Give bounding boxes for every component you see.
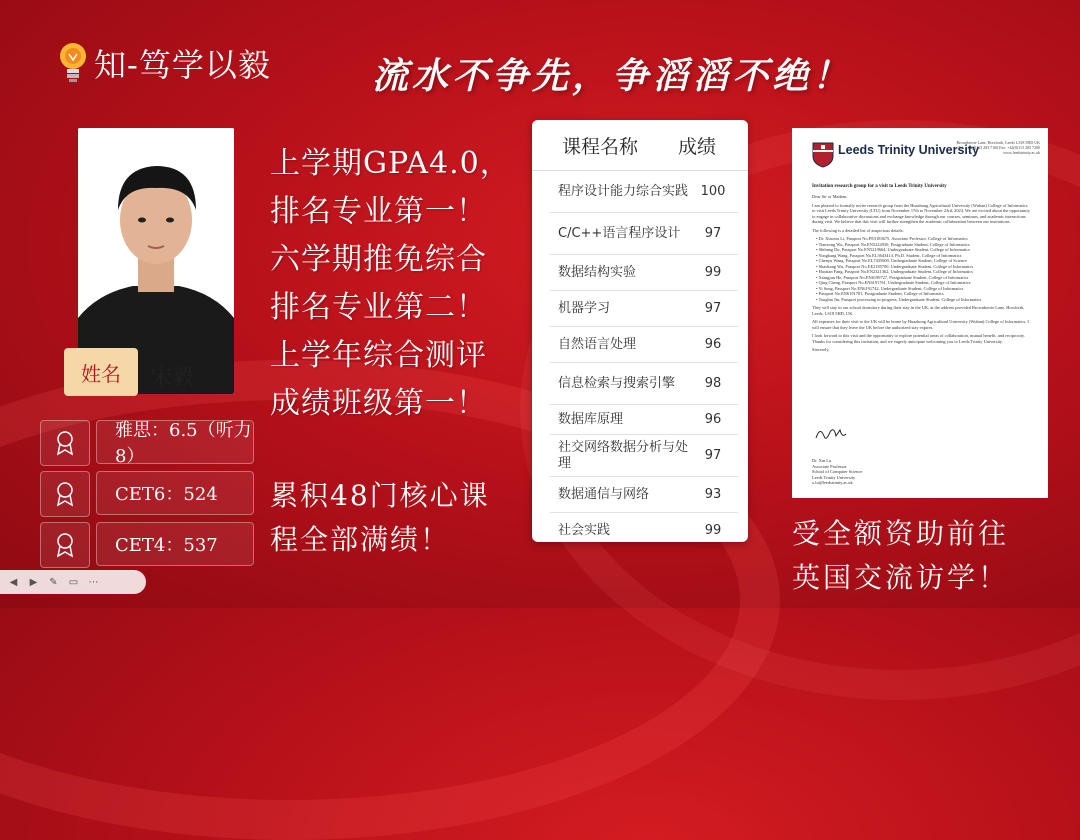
prev-icon[interactable]: ◀ bbox=[9, 576, 18, 588]
achievement-line: 上学年综合测评 bbox=[270, 338, 487, 373]
course-name: 数据通信与网络 bbox=[558, 486, 650, 502]
member-item: • Xiangjun He, Passport No.EN6199727, Postgraduate Student, College of Informatics bbox=[816, 275, 1030, 281]
letter-paragraph: All expenses for their visit to the UK will be borne by Huazhong Agricultural University (Wuhan) College of Informatics. I will ensure that they leave the UK before the authorized stay expires. bbox=[812, 319, 1029, 330]
signer-line: Leeds Trinity University bbox=[812, 474, 856, 480]
credit-row-ielts bbox=[40, 420, 254, 466]
signer-line: Dr. Xin Lu bbox=[812, 458, 832, 463]
grades-table bbox=[532, 120, 748, 542]
member-item: • Tonghai Jin, Passport processing in progress, Undergraduate Student, College of Informatics bbox=[816, 297, 1030, 303]
course-name: 程序设计能力综合实践 bbox=[558, 183, 689, 199]
letter-paragraph: I am pleased to formally invite research group from the Huazhong Agricultural University (Wuhan) College of Informatics to visit Leeds Trinity University (LTU) from November 17th to November 23rd, 2024. We are excited about the opportunity to engage in collaborative discussions and exchange knowledge through our courses, seminars, and academic interactions during visit. We believe that this visit will further strengthen the academic collaboration between our institutions. bbox=[812, 202, 1030, 224]
course-score: 98 bbox=[704, 376, 722, 391]
table-row bbox=[550, 171, 738, 213]
credit-label: CET6：524 bbox=[96, 471, 254, 515]
course-score: 99 bbox=[704, 523, 722, 538]
course-score: 100 bbox=[700, 184, 726, 199]
medal-icon bbox=[40, 420, 90, 466]
university-name: Leeds Trinity University bbox=[838, 143, 980, 157]
table-row bbox=[550, 513, 738, 542]
header-grade: 成绩 bbox=[677, 135, 716, 158]
core-line: 程全部满绩！ bbox=[270, 523, 451, 556]
signer-block bbox=[812, 458, 862, 486]
table-row bbox=[550, 435, 738, 477]
core-line: 累积48门核心课 bbox=[270, 479, 490, 512]
pen-icon[interactable]: ✎ bbox=[49, 576, 58, 588]
course-name: 信息检索与搜索引擎 bbox=[558, 375, 676, 391]
member-list bbox=[816, 236, 1030, 302]
header bbox=[58, 40, 271, 86]
core-courses-text bbox=[270, 474, 490, 562]
member-item: • Dr. Xiaoxia Li, Passport No.PE3183675, Associate Professor, College of Informatics bbox=[816, 236, 1030, 242]
achievement-line: 成绩班级第一！ bbox=[270, 386, 487, 421]
table-row bbox=[550, 327, 738, 363]
funded-line: 受全额资助前往 bbox=[792, 517, 1010, 550]
letter-paragraph: They will stay in our school dormitory during their stay in the UK, at the address provided Brownberrie Lane, Horsforth, Leeds, LS18 5HD, UK. bbox=[812, 305, 1025, 316]
member-item: • Shihang Du, Passport No.EN5219664, Undergraduate Student, College of Informatics bbox=[816, 247, 1030, 253]
achievement-line: 六学期推免综合 bbox=[270, 242, 487, 277]
achievements bbox=[270, 140, 511, 428]
course-score: 97 bbox=[704, 226, 722, 241]
signer-line: x.lu@leedstrinity.ac.uk bbox=[812, 480, 853, 485]
member-item: • Chenyu Wang, Passport No.EL7435600, Undergraduate Student, College of Science bbox=[816, 258, 1030, 264]
member-item: • Yi Song, Passport No.EN6191742, Undergraduate Student, College of Informatics bbox=[816, 286, 1030, 292]
table-header bbox=[532, 120, 748, 171]
course-score: 96 bbox=[704, 412, 722, 427]
credit-label: 雅思：6.5（听力8） bbox=[96, 420, 254, 464]
table-body bbox=[532, 171, 748, 542]
lightbulb-icon bbox=[58, 41, 88, 85]
course-name: 自然语言处理 bbox=[558, 336, 637, 352]
presentation-toolbar bbox=[0, 570, 146, 594]
credit-row-cet4 bbox=[40, 522, 254, 568]
course-name: 机器学习 bbox=[558, 300, 611, 316]
signature bbox=[812, 424, 872, 444]
letter-closing: Sincerely, bbox=[812, 347, 830, 352]
slogan: 流水不争先，争滔滔不绝！ bbox=[372, 55, 853, 97]
achievement-line: 排名专业第二！ bbox=[270, 290, 487, 325]
signer-line: School of Computer Science bbox=[812, 469, 863, 474]
course-score: 97 bbox=[704, 301, 722, 316]
member-item: • Passport No.EN6191781, Postgraduate Student, College of Informatics bbox=[816, 291, 1030, 297]
university-crest-icon bbox=[812, 142, 834, 168]
letter-paragraph: I look forward to this visit and the opportunity to explore potential areas of collaboration, mutual benefit, and reciprocity. Thanks for considering this invitation, and we eagerly anticipate welcoming you to Leeds Trinity University. bbox=[812, 333, 1025, 344]
course-score: 97 bbox=[704, 448, 722, 463]
table-row bbox=[550, 255, 738, 291]
more-icon[interactable]: ⋯ bbox=[88, 576, 99, 588]
course-score: 99 bbox=[704, 265, 722, 280]
medal-icon bbox=[40, 522, 90, 568]
course-score: 93 bbox=[704, 487, 722, 502]
course-name: 社会实践 bbox=[558, 522, 611, 538]
next-icon[interactable]: ▶ bbox=[29, 576, 38, 588]
table-row bbox=[550, 213, 738, 255]
letter-address: Brownberrie Lane, Horsforth, Leeds LS18 5HD UK Tel: +44(0)113 283 7100 Fax: +44(0)113 283 7200 www.leedstrinity.ac.uk bbox=[956, 140, 1040, 155]
header-course: 课程名称 bbox=[562, 135, 639, 158]
course-name: 数据结构实验 bbox=[558, 264, 637, 280]
course-name: C/C++语言程序设计 bbox=[558, 225, 681, 241]
table-row bbox=[550, 405, 738, 435]
funded-line: 英国交流访学！ bbox=[792, 561, 1010, 594]
medal-icon bbox=[40, 471, 90, 517]
achievement-line: 排名专业第一！ bbox=[270, 194, 487, 229]
table-row bbox=[550, 477, 738, 513]
funded-text bbox=[792, 512, 1009, 600]
page-title: 知-笃学以毅 bbox=[94, 46, 271, 84]
member-item: • Shaokang Wu, Passport No.EE2185700, Undergraduate Student, College of Informatics bbox=[816, 264, 1030, 270]
course-name: 数据库原理 bbox=[558, 411, 624, 427]
table-row bbox=[550, 291, 738, 327]
letter-body bbox=[812, 194, 1030, 356]
credit-row-cet6 bbox=[40, 471, 254, 517]
signer-line: Associate Professor bbox=[812, 463, 847, 469]
table-row bbox=[550, 363, 738, 405]
course-name: 社交网络数据分析与处理 bbox=[558, 439, 689, 471]
achievement-line: 上学期GPA4.0， bbox=[270, 146, 511, 181]
member-item: • Tianxong Wu, Passport No.EN5224930, Postgraduate Student, College of Informatics bbox=[816, 242, 1030, 248]
invitation-letter bbox=[792, 128, 1048, 498]
member-item: • Yongkang Wang, Passport No.EL5643414, Ph.D. Student, College of Informatics bbox=[816, 253, 1030, 259]
letter-title: Invitation research group for a visit to Leeds Trinity University bbox=[812, 184, 947, 189]
camera-icon[interactable]: ▭ bbox=[68, 576, 79, 588]
member-item: • Haotian Fang, Passport No.EN2321362, Undergraduate Student, College of Informatics bbox=[816, 269, 1030, 275]
name-label: 姓名 bbox=[64, 348, 138, 396]
letter-paragraph: The following is a detailed list of auspicious details: bbox=[812, 227, 904, 233]
course-score: 96 bbox=[704, 337, 722, 352]
member-item: • Qing Cheng, Passport No.EN6191761, Undergraduate Student, College of Informatics bbox=[816, 280, 1030, 286]
letter-salutation: Dear Sir or Madam, bbox=[812, 194, 848, 199]
name-value: 宋毅 bbox=[150, 365, 195, 390]
credit-label: CET4：537 bbox=[96, 522, 254, 566]
